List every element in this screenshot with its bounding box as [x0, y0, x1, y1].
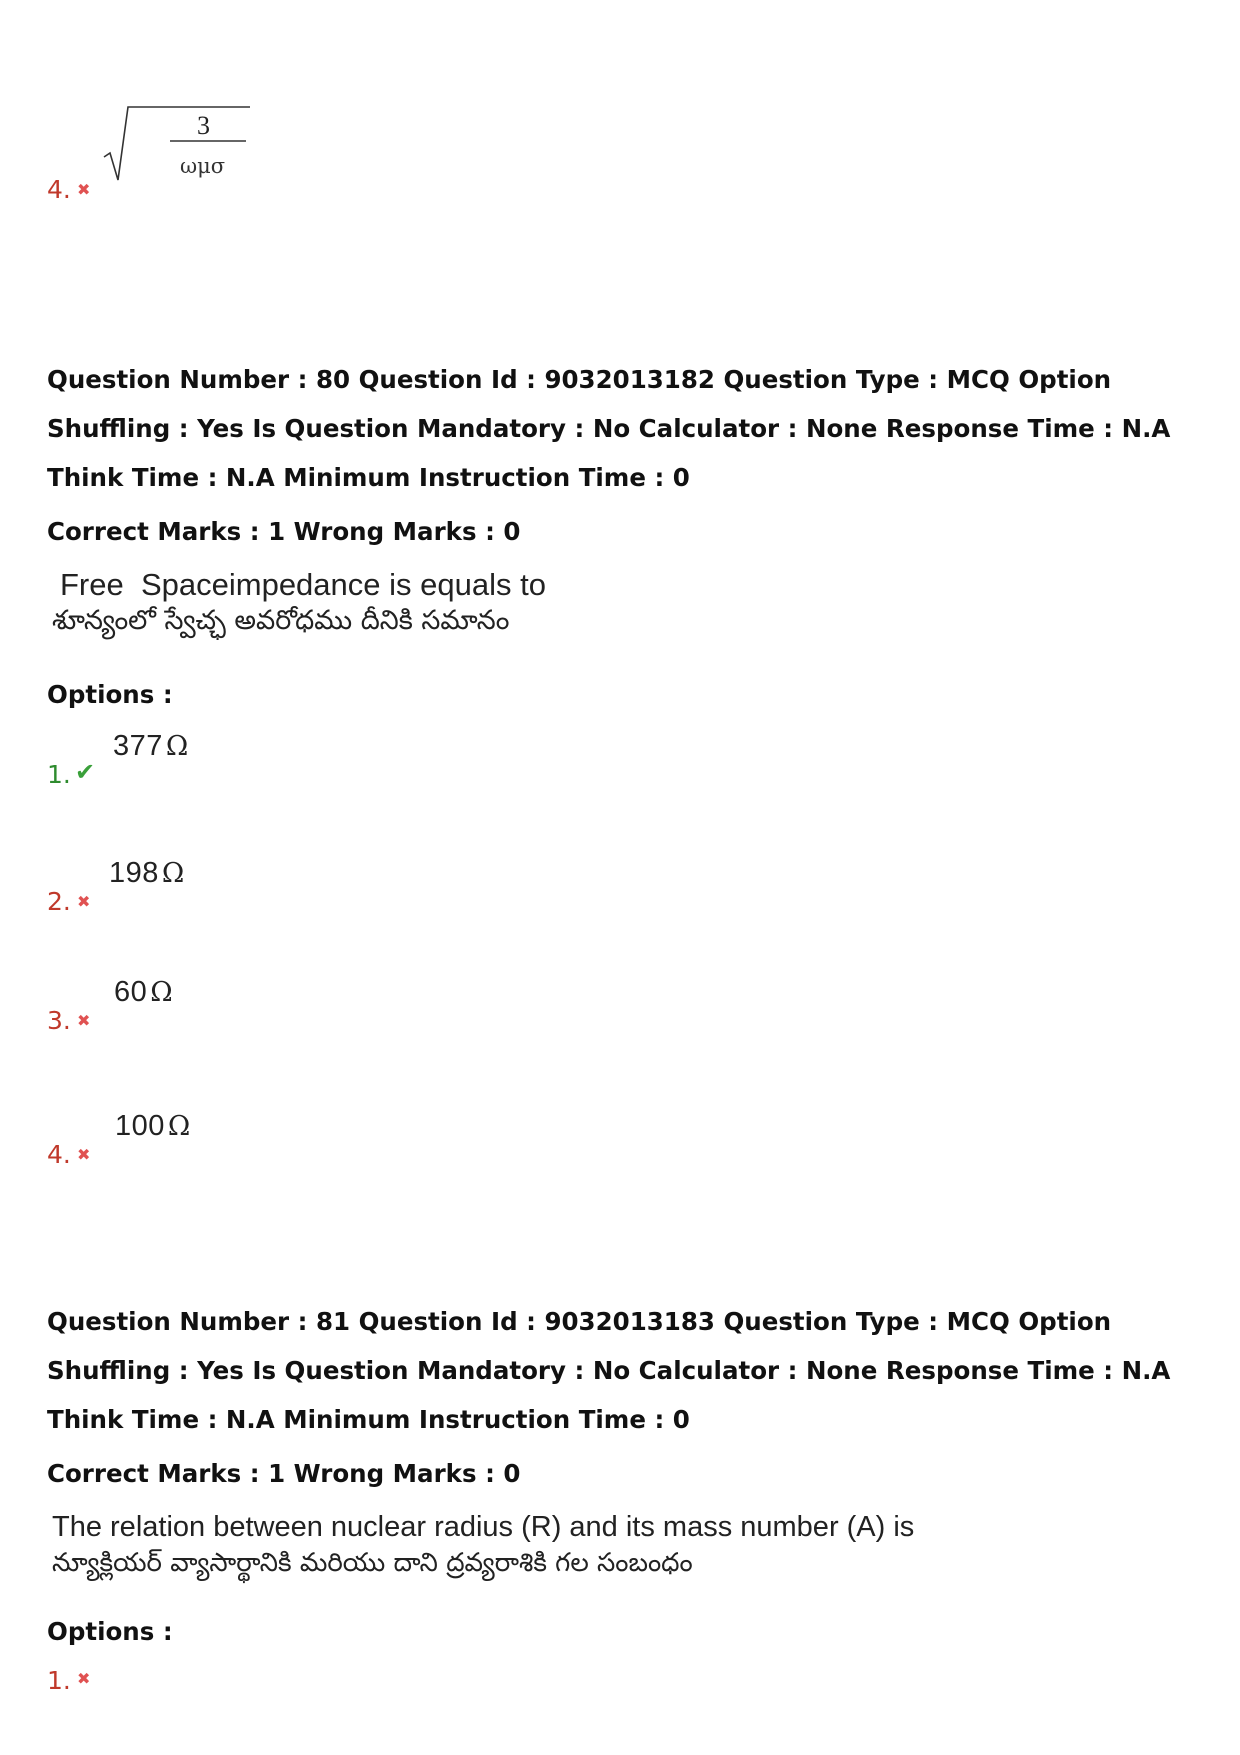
option-number: 4.: [47, 1140, 71, 1169]
question-81-telugu: న్యూక్లియర్ వ్యాసార్థానికి మరియు దాని ద్రవ్యరాశికి గల సంబంధం: [52, 1548, 693, 1578]
sqrt-formula: [102, 105, 252, 185]
cross-icon: ✖: [77, 1011, 91, 1030]
question-81-english: The relation between nuclear radius (R) and its mass number (A) is: [52, 1511, 915, 1543]
question-80-telugu: శూన్యంలో స్వేచ్ఛ అవరోధము దీనికి సమానం: [52, 605, 510, 636]
option-number: 2.: [47, 887, 71, 916]
cross-icon: ✖: [77, 1145, 91, 1164]
option-number: 3.: [47, 1006, 71, 1035]
options-label: Options :: [47, 680, 173, 709]
option-number: 1.: [47, 1666, 71, 1695]
prev-option-4: [47, 105, 247, 215]
question-80-english: Free Spaceimpedance is equals to: [60, 567, 546, 602]
formula-numerator: 3: [197, 111, 210, 140]
check-icon: ✔: [75, 758, 96, 786]
cross-icon: ✖: [77, 1669, 91, 1688]
question-80-marks: Correct Marks : 1 Wrong Marks : 0: [47, 517, 521, 546]
option-value: 100 Ω: [115, 1110, 191, 1142]
option-number: 4.: [47, 175, 71, 204]
option-number: 1.: [47, 760, 71, 789]
option-value: 377 Ω: [113, 730, 189, 762]
cross-icon: ✖: [77, 892, 91, 911]
question-81-meta: Question Number : 81 Question Id : 9032013183 Question Type : MCQ Option Shuffling : Yes Is Question Mandatory : No Calculator : None Response Time : N.A Think Time : N.A Minimum Instruction Time : 0: [47, 1307, 1171, 1434]
question-81-text: [52, 1509, 914, 1581]
options-label: Options :: [47, 1617, 173, 1646]
option-value: 60 Ω: [114, 976, 174, 1008]
formula-denominator: ωμσ: [180, 154, 226, 178]
question-80-meta: Question Number : 80 Question Id : 9032013182 Question Type : MCQ Option Shuffling : Yes Is Question Mandatory : No Calculator : None Response Time : N.A Think Time : N.A Minimum Instruction Time : 0: [47, 365, 1171, 492]
question-81-marks: Correct Marks : 1 Wrong Marks : 0: [47, 1459, 521, 1488]
cross-icon: ✖: [77, 180, 91, 199]
question-80-text: [52, 567, 546, 639]
option-value: 198 Ω: [109, 857, 185, 889]
